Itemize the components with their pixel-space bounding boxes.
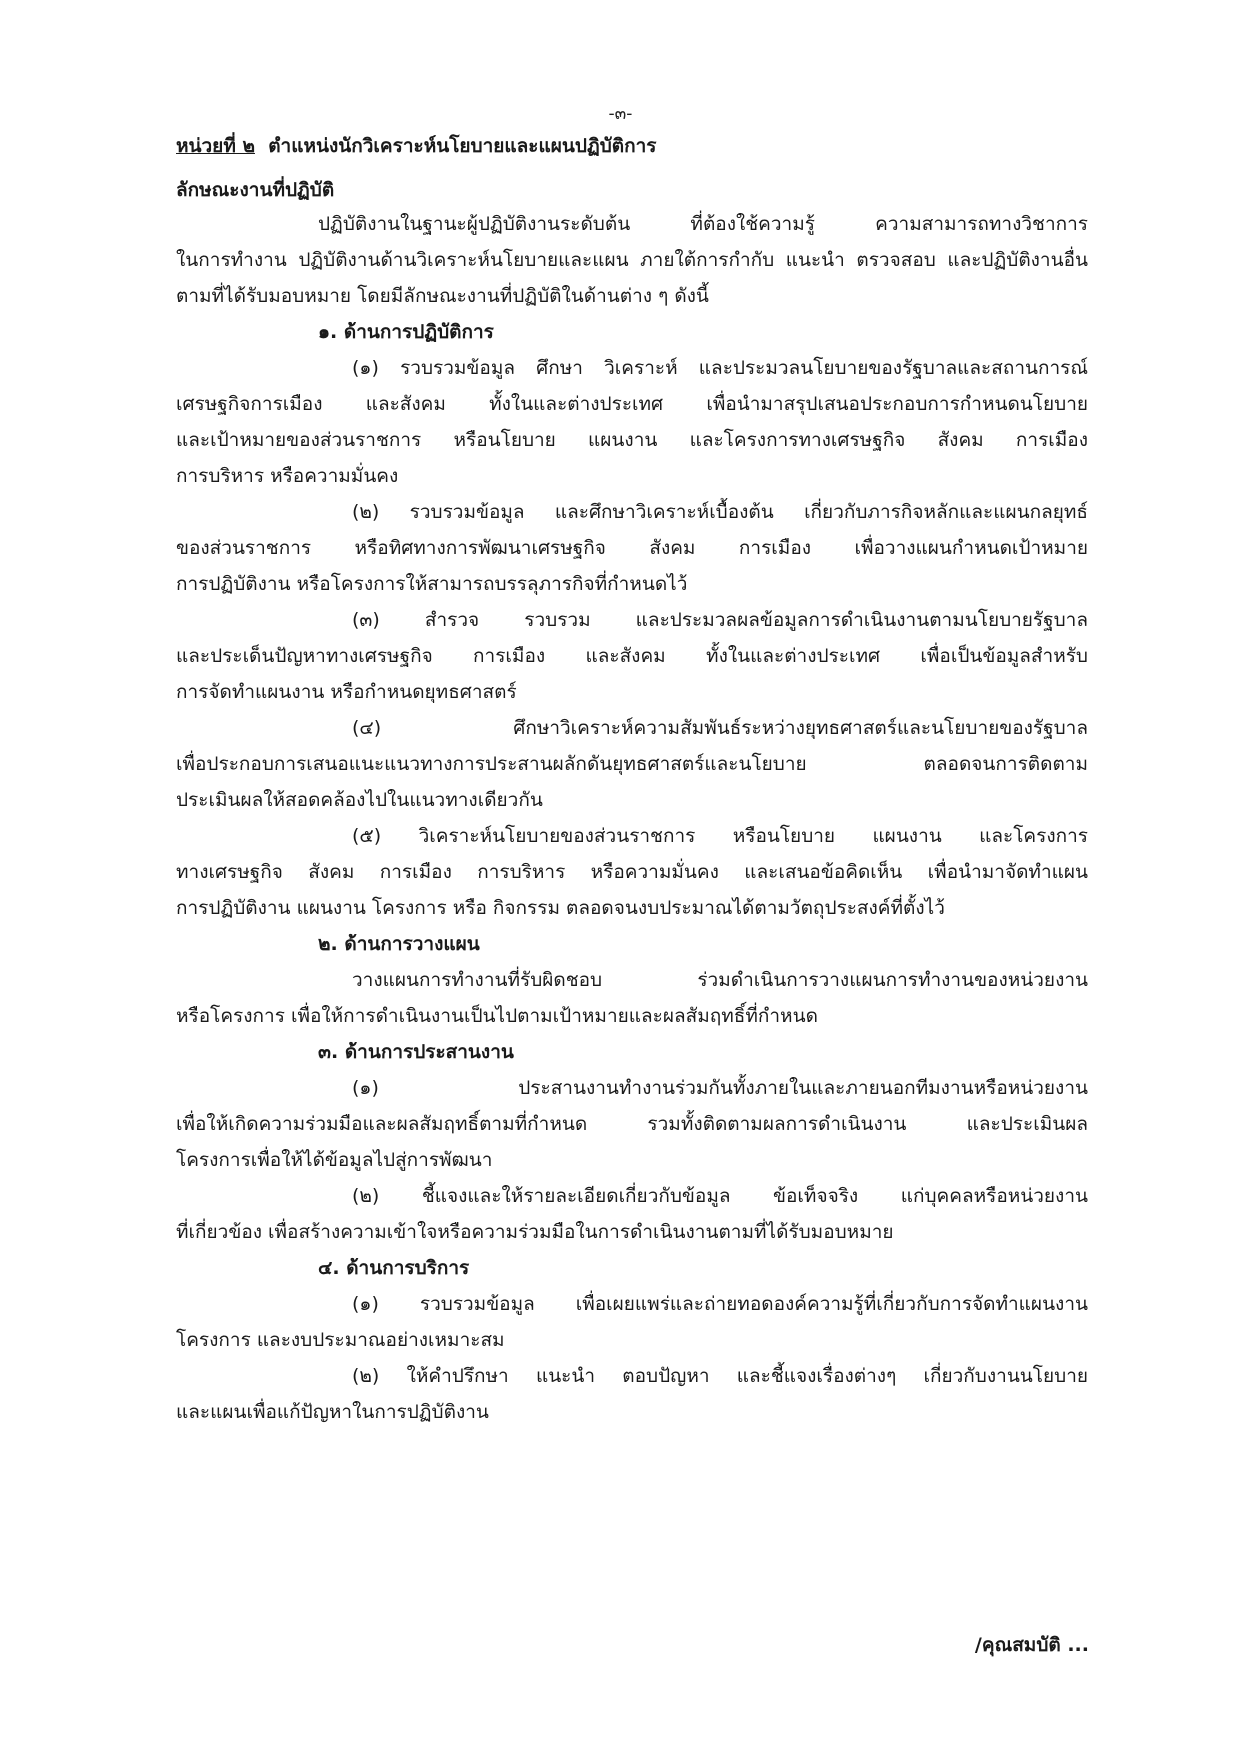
item-line: การบริหาร หรือความมั่นคง xyxy=(176,465,399,487)
section-title-coordination: ๓. ด้านการประสานงาน xyxy=(318,1041,514,1063)
item-line: ทางเศรษฐกิจ สังคม การเมือง การบริหาร หรือความมั่นคง และเสนอข้อคิดเห็น เพื่อนำมาจัดทำแผน xyxy=(176,861,1088,883)
item-line: เพื่อให้เกิดความร่วมมือและผลสัมฤทธิ์ตามที่กำหนด รวมทั้งติดตามผลการดำเนินงาน และประเมินผล xyxy=(176,1113,1088,1135)
item-line: โครงการเพื่อให้ได้ข้อมูลไปสู่การพัฒนา xyxy=(176,1149,493,1171)
unit-title: ตำแหน่งนักวิเคราะห์นโยบายและแผนปฏิบัติการ xyxy=(268,135,657,157)
item-line: ประเมินผลให้สอดคล้องไปในแนวทางเดียวกัน xyxy=(176,789,543,811)
item-line: (๑) รวบรวมข้อมูล ศึกษา วิเคราะห์ และประมวลนโยบายของรัฐบาลและสถานการณ์ xyxy=(352,357,1088,379)
item-line: วางแผนการทำงานที่รับผิดชอบ ร่วมดำเนินการวางแผนการทำงานของหน่วยงาน xyxy=(352,969,1088,991)
item-line: (๑) รวบรวมข้อมูล เพื่อเผยแพร่และถ่ายทอดองค์ความรู้ที่เกี่ยวกับการจัดทำแผนงาน xyxy=(352,1293,1088,1315)
unit-heading xyxy=(176,128,1088,164)
item-line: การปฏิบัติงาน หรือโครงการให้สามารถบรรลุภารกิจที่กำหนดไว้ xyxy=(176,573,688,595)
page-number: -๓- xyxy=(608,104,633,124)
intro-line: ตามที่ได้รับมอบหมาย โดยมีลักษณะงานที่ปฏิบัติในด้านต่าง ๆ ดังนี้ xyxy=(176,285,709,307)
item-line: โครงการ และงบประมาณอย่างเหมาะสม xyxy=(176,1329,505,1351)
unit-label: หน่วยที่ ๒ xyxy=(176,135,255,157)
intro-line: ในการทำงาน ปฏิบัติงานด้านวิเคราะห์นโยบายและแผน ภายใต้การกำกับ แนะนำ ตรวจสอบ และปฏิบัติงานอื่น xyxy=(176,249,1088,271)
item-line: (๒) รวบรวมข้อมูล และศึกษาวิเคราะห์เบื้องต้น เกี่ยวกับภารกิจหลักและแผนกลยุทธ์ xyxy=(352,501,1088,523)
item-line: (๕) วิเคราะห์นโยบายของส่วนราชการ หรือนโยบาย แผนงาน และโครงการ xyxy=(352,825,1088,847)
item-line: และเป้าหมายของส่วนราชการ หรือนโยบาย แผนงาน และโครงการทางเศรษฐกิจ สังคม การเมือง xyxy=(176,429,1088,451)
item-line: การจัดทำแผนงาน หรือกำหนดยุทธศาสตร์ xyxy=(176,681,517,703)
item-line: (๔) ศึกษาวิเคราะห์ความสัมพันธ์ระหว่างยุทธศาสตร์และนโยบายของรัฐบาล xyxy=(352,717,1088,739)
job-nature-heading: ลักษณะงานที่ปฏิบัติ xyxy=(176,179,335,201)
item-line: เศรษฐกิจการเมือง และสังคม ทั้งในและต่างประเทศ เพื่อนำมาสรุปเสนอประกอบการกำหนดนโยบาย xyxy=(176,393,1088,415)
section-title-planning: ๒. ด้านการวางแผน xyxy=(318,933,480,955)
item-line: หรือโครงการ เพื่อให้การดำเนินงานเป็นไปตามเป้าหมายและผลสัมฤทธิ์ที่กำหนด xyxy=(176,1005,818,1027)
item-line: (๑) ประสานงานทำงานร่วมกันทั้งภายในและภายนอกทีมงานหรือหน่วยงาน xyxy=(352,1077,1088,1099)
item-line: (๒) ให้คำปรึกษา แนะนำ ตอบปัญหา และชี้แจงเรื่องต่างๆ เกี่ยวกับงานนโยบาย xyxy=(352,1365,1088,1387)
item-line: เพื่อประกอบการเสนอแนะแนวทางการประสานผลักดันยุทธศาสตร์และนโยบาย ตลอดจนการติดตาม xyxy=(176,753,1088,775)
section-title-operations: ๑. ด้านการปฏิบัติการ xyxy=(318,321,494,343)
item-line: และแผนเพื่อแก้ปัญหาในการปฏิบัติงาน xyxy=(176,1401,489,1423)
section-title-service: ๔. ด้านการบริการ xyxy=(318,1257,470,1279)
item-line: (๓) สำรวจ รวบรวม และประมวลผลข้อมูลการดำเนินงานตามนโยบายรัฐบาล xyxy=(352,609,1088,631)
item-line: การปฏิบัติงาน แผนงาน โครงการ หรือ กิจกรรม ตลอดจนงบประมาณได้ตามวัตถุประสงค์ที่ตั้งไว้ xyxy=(176,897,945,919)
item-line: (๒) ชี้แจงและให้รายละเอียดเกี่ยวกับข้อมูล ข้อเท็จจริง แก่บุคคลหรือหน่วยงาน xyxy=(352,1185,1088,1207)
item-line: และประเด็นปัญหาทางเศรษฐกิจ การเมือง และสังคม ทั้งในและต่างประเทศ เพื่อเป็นข้อมูลสำหรับ xyxy=(176,645,1088,667)
item-line: ที่เกี่ยวข้อง เพื่อสร้างความเข้าใจหรือความร่วมมือในการดำเนินงานตามที่ได้รับมอบหมาย xyxy=(176,1221,894,1243)
continuation-marker: /คุณสมบัติ ... xyxy=(974,1634,1089,1656)
intro-line: ปฏิบัติงานในฐานะผู้ปฏิบัติงานระดับต้น ที่ต้องใช้ความรู้ ความสามารถทางวิชาการ xyxy=(318,213,1088,235)
item-line: ของส่วนราชการ หรือทิศทางการพัฒนาเศรษฐกิจ สังคม การเมือง เพื่อวางแผนกำหนดเป้าหมาย xyxy=(176,537,1088,559)
